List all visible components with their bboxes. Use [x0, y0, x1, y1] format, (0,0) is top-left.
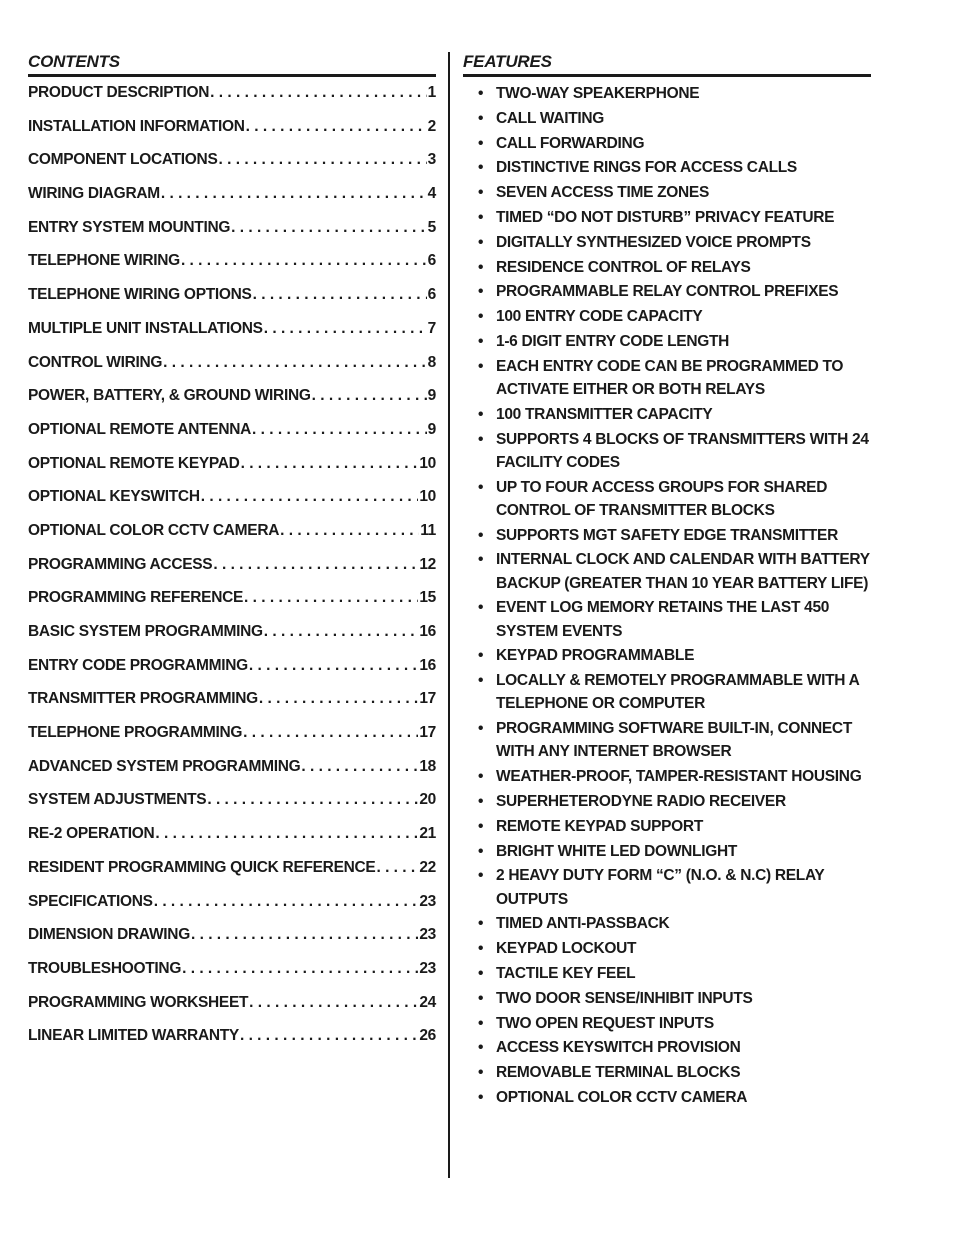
- contents-entry-page: 23: [419, 926, 436, 944]
- feature-item: • SEVEN ACCESS TIME ZONES: [463, 181, 871, 204]
- feature-item: • LOCALLY & REMOTELY PROGRAMMABLE WITH A TELEPHONE OR COMPUTER: [463, 669, 871, 715]
- contents-entry: [28, 320, 436, 354]
- contents-entry-title: PROGRAMMING ACCESS: [28, 555, 213, 573]
- contents-entry: [28, 522, 436, 556]
- contents-entry: [28, 118, 436, 152]
- feature-item: • PROGRAMMING SOFTWARE BUILT-IN, CONNECT WITH ANY INTERNET BROWSER: [463, 717, 871, 763]
- feature-item: • WEATHER-PROOF, TAMPER-RESISTANT HOUSING: [463, 765, 871, 788]
- dot-leader: [218, 151, 426, 169]
- contents-entry: [28, 185, 436, 219]
- contents-entry-title: ENTRY SYSTEM MOUNTING: [28, 218, 231, 236]
- dot-leader: [264, 623, 419, 641]
- contents-entry-page: 9: [427, 387, 436, 405]
- contents-entry-title: ENTRY CODE PROGRAMMING: [28, 656, 248, 674]
- contents-entry-title: RE-2 OPERATION: [28, 825, 155, 843]
- feature-item: • TWO-WAY SPEAKERPHONE: [463, 82, 871, 105]
- contents-entry-title: OPTIONAL REMOTE ANTENNA: [28, 420, 252, 438]
- dot-leader: [253, 286, 427, 304]
- contents-entry-title: RESIDENT PROGRAMMING QUICK REFERENCE: [28, 858, 376, 876]
- contents-entry-page: 10: [419, 488, 436, 506]
- contents-entry-title: ADVANCED SYSTEM PROGRAMMING: [28, 757, 301, 775]
- contents-entry-title: INSTALLATION INFORMATION: [28, 117, 245, 135]
- dot-leader: [376, 859, 418, 877]
- contents-entry-title: PROGRAMMING REFERENCE: [28, 589, 244, 607]
- contents-entry: [28, 252, 436, 286]
- contents-entry-page: 10: [419, 454, 436, 472]
- contents-entry-page: 6: [427, 286, 436, 304]
- feature-item: • TWO OPEN REQUEST INPUTS: [463, 1012, 871, 1035]
- contents-entry: [28, 219, 436, 253]
- dot-leader: [161, 185, 427, 203]
- contents-entry-page: 6: [427, 252, 436, 270]
- feature-item: • REMOVABLE TERMINAL BLOCKS: [463, 1061, 871, 1084]
- contents-entry-page: 24: [419, 993, 436, 1011]
- feature-item: • 1-6 DIGIT ENTRY CODE LENGTH: [463, 330, 871, 353]
- contents-entry-title: OPTIONAL REMOTE KEYPAD: [28, 454, 240, 472]
- contents-entry-page: 2: [427, 117, 436, 135]
- feature-item: • EVENT LOG MEMORY RETAINS THE LAST 450 SYSTEM EVENTS: [463, 596, 871, 642]
- dot-leader: [207, 791, 418, 809]
- contents-entry: [28, 589, 436, 623]
- dot-leader: [240, 1027, 418, 1045]
- feature-item: • REMOTE KEYPAD SUPPORT: [463, 815, 871, 838]
- feature-item: • INTERNAL CLOCK AND CALENDAR WITH BATTERY BACKUP (GREATER THAN 10 YEAR BATTERY LIFE): [463, 548, 871, 594]
- contents-entry-title: POWER, BATTERY, & GROUND WIRING: [28, 387, 311, 405]
- dot-leader: [259, 690, 418, 708]
- dot-leader: [191, 926, 418, 944]
- contents-entry-page: 16: [419, 656, 436, 674]
- dot-leader: [154, 893, 419, 911]
- contents-entry-title: LINEAR LIMITED WARRANTY: [28, 1027, 239, 1045]
- feature-item: • SUPPORTS MGT SAFETY EDGE TRANSMITTER: [463, 524, 871, 547]
- features-heading: FEATURES: [463, 52, 871, 77]
- dot-leader: [312, 387, 427, 405]
- contents-entry-page: 9: [427, 420, 436, 438]
- contents-entry-title: DIMENSION DRAWING: [28, 926, 190, 944]
- contents-entry-title: MULTIPLE UNIT INSTALLATIONS: [28, 319, 263, 337]
- contents-entry: [28, 690, 436, 724]
- feature-item: • DIGITALLY SYNTHESIZED VOICE PROMPTS: [463, 231, 871, 254]
- contents-entry-page: 5: [427, 218, 436, 236]
- dot-leader: [213, 556, 418, 574]
- contents-entry: [28, 859, 436, 893]
- contents-entry-page: 22: [419, 858, 436, 876]
- contents-entry: [28, 825, 436, 859]
- contents-entry-title: SPECIFICATIONS: [28, 892, 153, 910]
- contents-entry: [28, 421, 436, 455]
- contents-entry: [28, 758, 436, 792]
- dot-leader: [244, 589, 418, 607]
- feature-item: • DISTINCTIVE RINGS FOR ACCESS CALLS: [463, 156, 871, 179]
- contents-heading: CONTENTS: [28, 52, 436, 77]
- contents-entry: [28, 657, 436, 691]
- feature-item: • ACCESS KEYSWITCH PROVISION: [463, 1036, 871, 1059]
- dot-leader: [182, 960, 418, 978]
- contents-entry-page: 4: [427, 185, 436, 203]
- contents-section: [28, 52, 436, 1061]
- contents-entry-page: 23: [419, 959, 436, 977]
- contents-entry: [28, 286, 436, 320]
- contents-entry-title: TELEPHONE WIRING: [28, 252, 180, 270]
- dot-leader: [249, 657, 418, 675]
- contents-entry-page: 8: [427, 353, 436, 371]
- contents-entry-title: WIRING DIAGRAM: [28, 185, 160, 203]
- dot-leader: [163, 354, 427, 372]
- contents-entry: [28, 387, 436, 421]
- feature-item: • BRIGHT WHITE LED DOWNLIGHT: [463, 840, 871, 863]
- contents-entry-title: PRODUCT DESCRIPTION: [28, 84, 210, 101]
- contents-entry-page: 12: [419, 555, 436, 573]
- feature-item: • TACTILE KEY FEEL: [463, 962, 871, 985]
- contents-entry-title: TROUBLESHOOTING: [28, 959, 182, 977]
- contents-entry: [28, 994, 436, 1028]
- contents-entry-page: 11: [420, 521, 436, 539]
- dot-leader: [155, 825, 418, 843]
- contents-entry-page: 20: [419, 791, 436, 809]
- dot-leader: [280, 522, 419, 540]
- contents-entry: [28, 893, 436, 927]
- contents-entry-page: 21: [419, 825, 436, 843]
- dot-leader: [210, 84, 427, 102]
- contents-entry: [28, 623, 436, 657]
- dot-leader: [241, 455, 419, 473]
- dot-leader: [264, 320, 427, 338]
- contents-entry: [28, 84, 436, 118]
- contents-entry-title: OPTIONAL COLOR CCTV CAMERA: [28, 521, 280, 539]
- contents-entry-page: 15: [419, 589, 436, 607]
- contents-entry: [28, 455, 436, 489]
- contents-entry-title: PROGRAMMING WORKSHEET: [28, 993, 249, 1011]
- contents-entry-title: SYSTEM ADJUSTMENTS: [28, 791, 207, 809]
- feature-item: • KEYPAD LOCKOUT: [463, 937, 871, 960]
- dot-leader: [181, 252, 427, 270]
- contents-entry-page: 17: [419, 690, 436, 708]
- feature-item: • CALL WAITING: [463, 107, 871, 130]
- feature-item: • RESIDENCE CONTROL OF RELAYS: [463, 256, 871, 279]
- feature-item: • OPTIONAL COLOR CCTV CAMERA: [463, 1086, 871, 1109]
- contents-entry: [28, 488, 436, 522]
- contents-entry-title: TELEPHONE WIRING OPTIONS: [28, 286, 252, 304]
- feature-item: • CALL FORWARDING: [463, 132, 871, 155]
- contents-entry-title: TELEPHONE PROGRAMMING: [28, 724, 243, 742]
- feature-item: • 2 HEAVY DUTY FORM “C” (N.O. & N.C) RELAY OUTPUTS: [463, 864, 871, 910]
- contents-entry: [28, 926, 436, 960]
- features-section: [463, 52, 871, 1111]
- contents-entry-title: BASIC SYSTEM PROGRAMMING: [28, 623, 263, 640]
- dot-leader: [249, 994, 418, 1012]
- contents-list: [28, 84, 436, 1061]
- contents-entry: [28, 354, 436, 388]
- dot-leader: [301, 758, 418, 776]
- dot-leader: [243, 724, 418, 742]
- dot-leader: [252, 421, 427, 439]
- contents-entry: [28, 724, 436, 758]
- feature-item: • SUPPORTS 4 BLOCKS OF TRANSMITTERS WITH 24 FACILITY CODES: [463, 428, 871, 474]
- contents-entry: [28, 1027, 436, 1061]
- dot-leader: [231, 219, 427, 237]
- contents-entry-title: COMPONENT LOCATIONS: [28, 151, 218, 169]
- feature-item: • TIMED ANTI-PASSBACK: [463, 912, 871, 935]
- contents-entry: [28, 791, 436, 825]
- contents-entry: [28, 960, 436, 994]
- contents-entry-page: 3: [427, 151, 436, 169]
- column-divider: [448, 52, 450, 1178]
- feature-item: • TWO DOOR SENSE/INHIBIT INPUTS: [463, 987, 871, 1010]
- contents-entry-page: 7: [427, 319, 436, 337]
- feature-item: • 100 ENTRY CODE CAPACITY: [463, 305, 871, 328]
- dot-leader: [201, 488, 419, 506]
- feature-item: • EACH ENTRY CODE CAN BE PROGRAMMED TO ACTIVATE EITHER OR BOTH RELAYS: [463, 355, 871, 401]
- contents-entry-page: 26: [419, 1027, 436, 1045]
- feature-item: • TIMED “DO NOT DISTURB” PRIVACY FEATURE: [463, 206, 871, 229]
- contents-entry-title: CONTROL WIRING: [28, 353, 163, 371]
- feature-item: • 100 TRANSMITTER CAPACITY: [463, 403, 871, 426]
- feature-item: • SUPERHETERODYNE RADIO RECEIVER: [463, 790, 871, 813]
- contents-entry-title: TRANSMITTER PROGRAMMING: [28, 690, 258, 708]
- feature-item: • UP TO FOUR ACCESS GROUPS FOR SHARED CONTROL OF TRANSMITTER BLOCKS: [463, 476, 871, 522]
- contents-entry: [28, 556, 436, 590]
- contents-entry-page: 23: [419, 892, 436, 910]
- contents-entry-title: OPTIONAL KEYSWITCH: [28, 488, 200, 506]
- contents-entry-page: 16: [419, 623, 436, 640]
- dot-leader: [246, 118, 427, 136]
- contents-entry-page: 17: [419, 724, 436, 742]
- feature-item: • KEYPAD PROGRAMMABLE: [463, 644, 871, 667]
- feature-item: • PROGRAMMABLE RELAY CONTROL PREFIXES: [463, 280, 871, 303]
- contents-entry-page: 18: [419, 757, 436, 775]
- contents-entry-page: 1: [427, 84, 436, 101]
- features-list: [463, 82, 871, 1109]
- contents-entry: [28, 151, 436, 185]
